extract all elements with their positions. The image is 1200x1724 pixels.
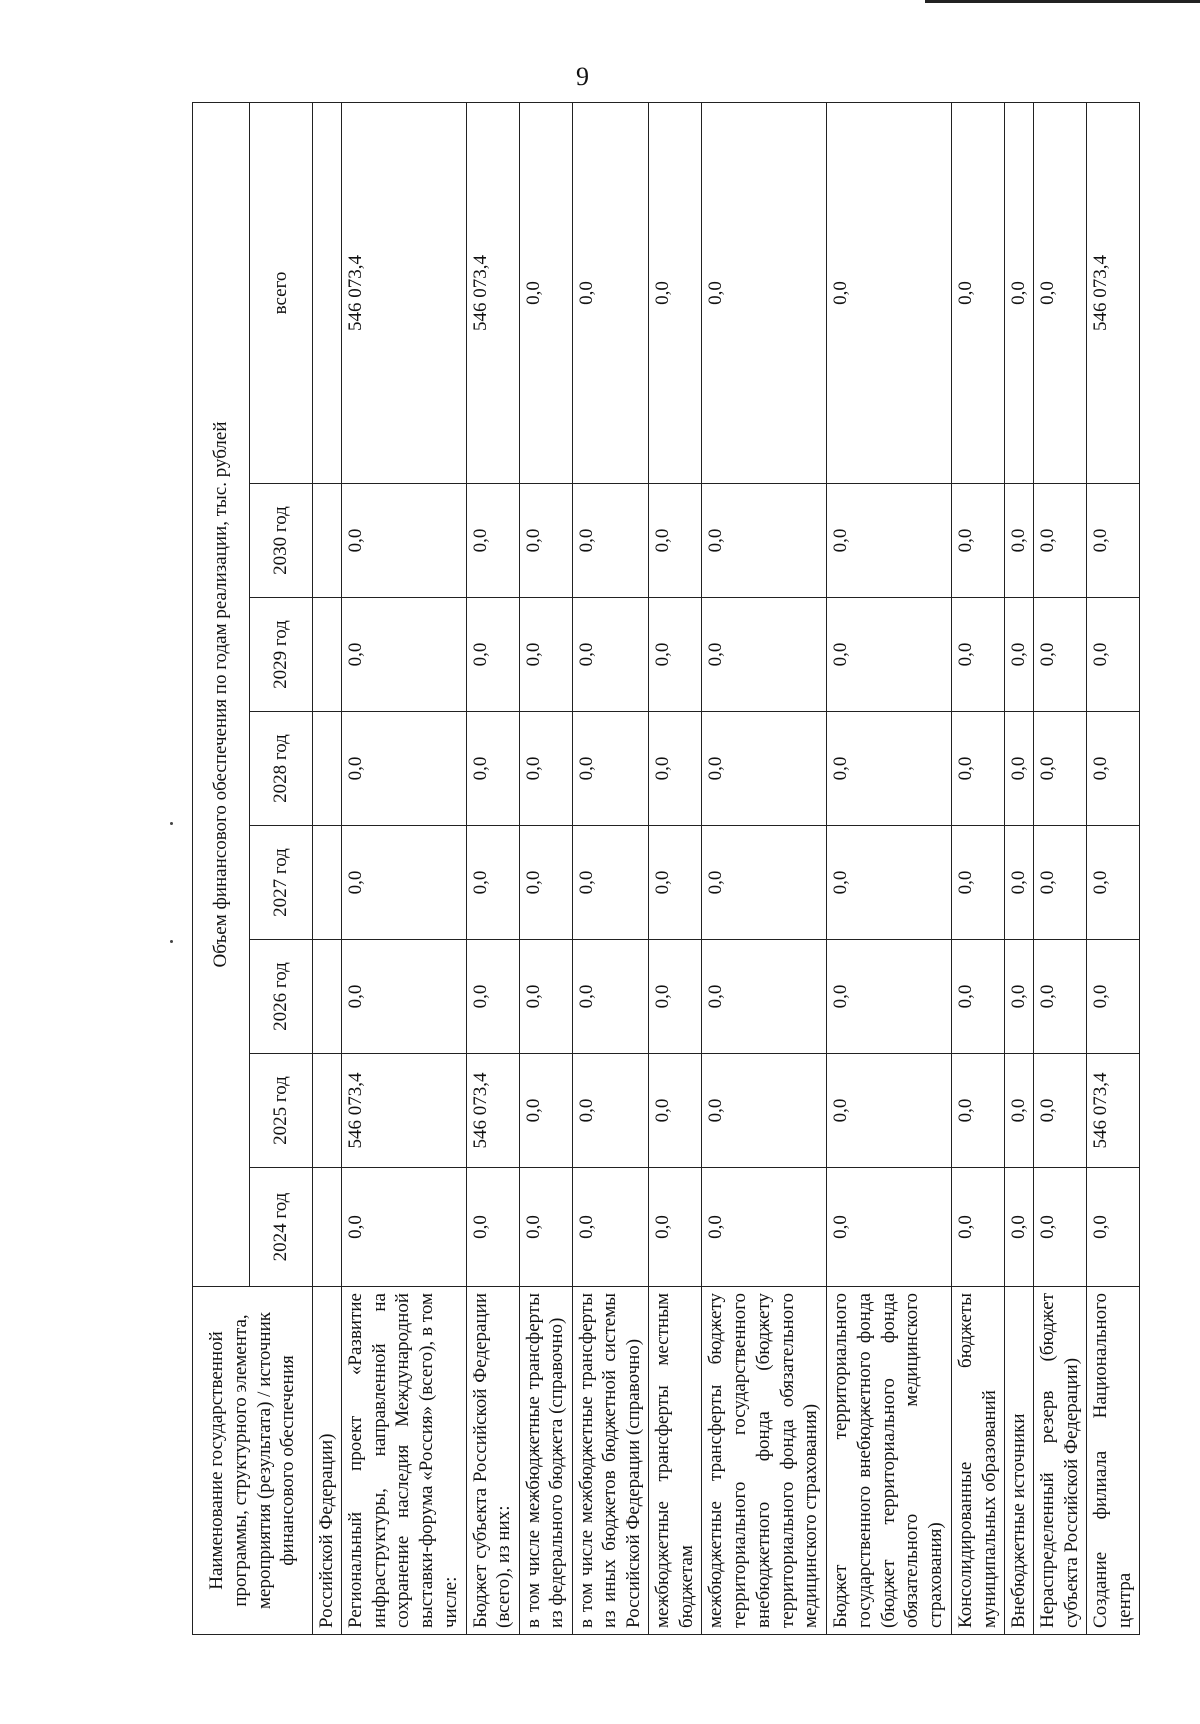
table-row	[466, 102, 519, 1634]
row-total-value: 0,0	[1034, 102, 1087, 483]
row-year-value: 0,0	[1086, 712, 1139, 826]
row-name: Внебюджетные источники	[1005, 1287, 1034, 1635]
row-total-value: 0,0	[827, 102, 952, 483]
header-year: 2027 год	[250, 826, 313, 940]
row-name: Бюджет территориального государственного внебюджетного фонда (бюджет территориального фонда обязательного медицинского страхования)	[827, 1287, 952, 1635]
header-year: 2030 год	[250, 484, 313, 598]
row-year-value: 0,0	[1034, 826, 1087, 940]
row-year-value: 0,0	[572, 940, 649, 1054]
row-year-value: 0,0	[1034, 1054, 1087, 1168]
table-row	[341, 102, 466, 1634]
row-year-value: 0,0	[341, 712, 466, 826]
row-total-value: 546 073,4	[1086, 102, 1139, 483]
page-number: 9	[576, 62, 589, 91]
row-year-value: 0,0	[827, 940, 952, 1054]
row-name: в том числе межбюджетные трансферты из федерального бюджета (справочно)	[519, 1287, 572, 1635]
header-volume-group: Объем финансового обеспечения по годам реализации, тыс. рублей	[193, 102, 250, 1286]
row-year-value: 0,0	[649, 940, 702, 1054]
row-total-value: 0,0	[649, 102, 702, 483]
table-row	[649, 102, 702, 1634]
row-year-value: 0,0	[572, 484, 649, 598]
table-row	[1086, 102, 1139, 1634]
row-year-value: 0,0	[702, 1168, 827, 1287]
row-year-value: 0,0	[649, 1168, 702, 1287]
table-row	[572, 102, 649, 1634]
row-year-value: 0,0	[519, 940, 572, 1054]
row-total-value: 0,0	[572, 102, 649, 483]
row-year-value: 0,0	[341, 484, 466, 598]
row-year-value: 546 073,4	[1086, 1054, 1139, 1168]
table-row	[1034, 102, 1087, 1634]
rotated-table-container	[192, 103, 1140, 1635]
scan-speck	[170, 822, 173, 825]
row-year-value: 0,0	[572, 598, 649, 712]
row-year-value: 0,0	[466, 826, 519, 940]
row-year-value: 0,0	[1005, 484, 1034, 598]
row-year-value: 0,0	[827, 1054, 952, 1168]
row-total-value: 0,0	[702, 102, 827, 483]
row-year-value: 0,0	[1034, 712, 1087, 826]
table-row	[827, 102, 952, 1634]
row-year-value: 0,0	[1086, 1168, 1139, 1287]
row-year-value: 0,0	[702, 598, 827, 712]
row-name: в том числе межбюджетные трансферты из иных бюджетов бюджетной системы Российской Федерации (справочно)	[572, 1287, 649, 1635]
row-year-value: 0,0	[519, 484, 572, 598]
row-year-value: 0,0	[519, 1168, 572, 1287]
row-year-value: 0,0	[572, 826, 649, 940]
row-year-value: 0,0	[1086, 826, 1139, 940]
row-year-value: 0,0	[649, 598, 702, 712]
row-year-value: 0,0	[827, 712, 952, 826]
row-year-value: 546 073,4	[466, 1054, 519, 1168]
row-name: межбюджетные трансферты бюджету территориального государственного внебюджетного фонда (бюджету территориального фонда обязательного медицинского страхования)	[702, 1287, 827, 1635]
row-year-value: 0,0	[702, 826, 827, 940]
table-body	[313, 102, 1140, 1634]
header-year: 2026 год	[250, 940, 313, 1054]
row-year-value: 0,0	[1086, 940, 1139, 1054]
row-year-value: 0,0	[649, 826, 702, 940]
row-year-value: 0,0	[1086, 484, 1139, 598]
row-year-value: 0,0	[827, 598, 952, 712]
header-total: всего	[250, 102, 313, 483]
row-total-value: 0,0	[519, 102, 572, 483]
row-year-value: 0,0	[952, 940, 1005, 1054]
header-year: 2025 год	[250, 1054, 313, 1168]
header-row-1	[193, 102, 250, 1634]
row-year-value: 0,0	[466, 598, 519, 712]
table-row	[519, 102, 572, 1634]
row-year-value: 0,0	[827, 1168, 952, 1287]
row-year-value: 0,0	[952, 826, 1005, 940]
row-total-value: 0,0	[1005, 102, 1034, 483]
row-name: Консолидированные бюджеты муниципальных образований	[952, 1287, 1005, 1635]
row-year-value: 0,0	[519, 598, 572, 712]
row-year-value: 0,0	[702, 484, 827, 598]
row-year-value: 546 073,4	[341, 1054, 466, 1168]
row-year-value: 0,0	[1034, 940, 1087, 1054]
row-year-value: 0,0	[466, 940, 519, 1054]
row-year-value: 0,0	[827, 484, 952, 598]
row-total-value: 0,0	[952, 102, 1005, 483]
header-year: 2029 год	[250, 598, 313, 712]
row-year-value: 0,0	[572, 1054, 649, 1168]
row-year-value: 0,0	[519, 712, 572, 826]
row-total-value: 546 073,4	[466, 102, 519, 483]
row-year-value: 0,0	[519, 826, 572, 940]
row-year-value: 0,0	[952, 1054, 1005, 1168]
table-row	[702, 102, 827, 1634]
row-year-value: 0,0	[1034, 1168, 1087, 1287]
row-year-value: 0,0	[1005, 940, 1034, 1054]
row-name: межбюджетные трансферты местным бюджетам	[649, 1287, 702, 1635]
row-year-value: 0,0	[702, 712, 827, 826]
row-year-value: 0,0	[952, 712, 1005, 826]
row-year-value: 0,0	[1005, 598, 1034, 712]
row-year-value: 0,0	[572, 712, 649, 826]
row-year-value: 0,0	[1086, 598, 1139, 712]
row-year-value: 0,0	[1034, 598, 1087, 712]
row-name: Создание филиала Национального центра	[1086, 1287, 1139, 1635]
financing-table	[192, 102, 1140, 1635]
row-year-value: 0,0	[649, 1054, 702, 1168]
row-year-value: 0,0	[572, 1168, 649, 1287]
header-year: 2028 год	[250, 712, 313, 826]
header-name-col: Наименование государственной программы, структурного элемента, мероприятия (результата) / источник финансового обеспечения	[193, 1287, 313, 1635]
row-year-value: 0,0	[341, 826, 466, 940]
row-year-value: 0,0	[1005, 1054, 1034, 1168]
row-year-value: 0,0	[519, 1054, 572, 1168]
row-year-value: 0,0	[952, 598, 1005, 712]
carry-over-text: Российской Федерации)	[313, 1287, 342, 1635]
row-name: Региональный проект «Развитие инфраструктуры, направленной на сохранение наследия Международной выставки-форума «Россия» (всего), в том числе:	[341, 1287, 466, 1635]
row-year-value: 0,0	[466, 1168, 519, 1287]
row-year-value: 0,0	[341, 1168, 466, 1287]
row-year-value: 0,0	[649, 484, 702, 598]
row-name: Нераспределенный резерв (бюджет субъекта Российской Федерации)	[1034, 1287, 1087, 1635]
row-year-value: 0,0	[466, 484, 519, 598]
row-year-value: 0,0	[702, 940, 827, 1054]
row-year-value: 0,0	[1005, 826, 1034, 940]
row-year-value: 0,0	[649, 712, 702, 826]
row-year-value: 0,0	[827, 826, 952, 940]
row-year-value: 0,0	[702, 1054, 827, 1168]
row-year-value: 0,0	[341, 598, 466, 712]
row-year-value: 0,0	[1005, 712, 1034, 826]
row-year-value: 0,0	[1005, 1168, 1034, 1287]
carry-over-row	[313, 102, 342, 1634]
row-year-value: 0,0	[341, 940, 466, 1054]
row-year-value: 0,0	[952, 1168, 1005, 1287]
table-row	[952, 102, 1005, 1634]
table-row	[1005, 102, 1034, 1634]
row-year-value: 0,0	[1034, 484, 1087, 598]
row-total-value: 546 073,4	[341, 102, 466, 483]
header-year: 2024 год	[250, 1168, 313, 1287]
row-year-value: 0,0	[952, 484, 1005, 598]
row-name: Бюджет субъекта Российской Федерации (всего), из них:	[466, 1287, 519, 1635]
top-rule	[925, 0, 1200, 3]
scan-speck	[170, 940, 173, 943]
row-year-value: 0,0	[466, 712, 519, 826]
